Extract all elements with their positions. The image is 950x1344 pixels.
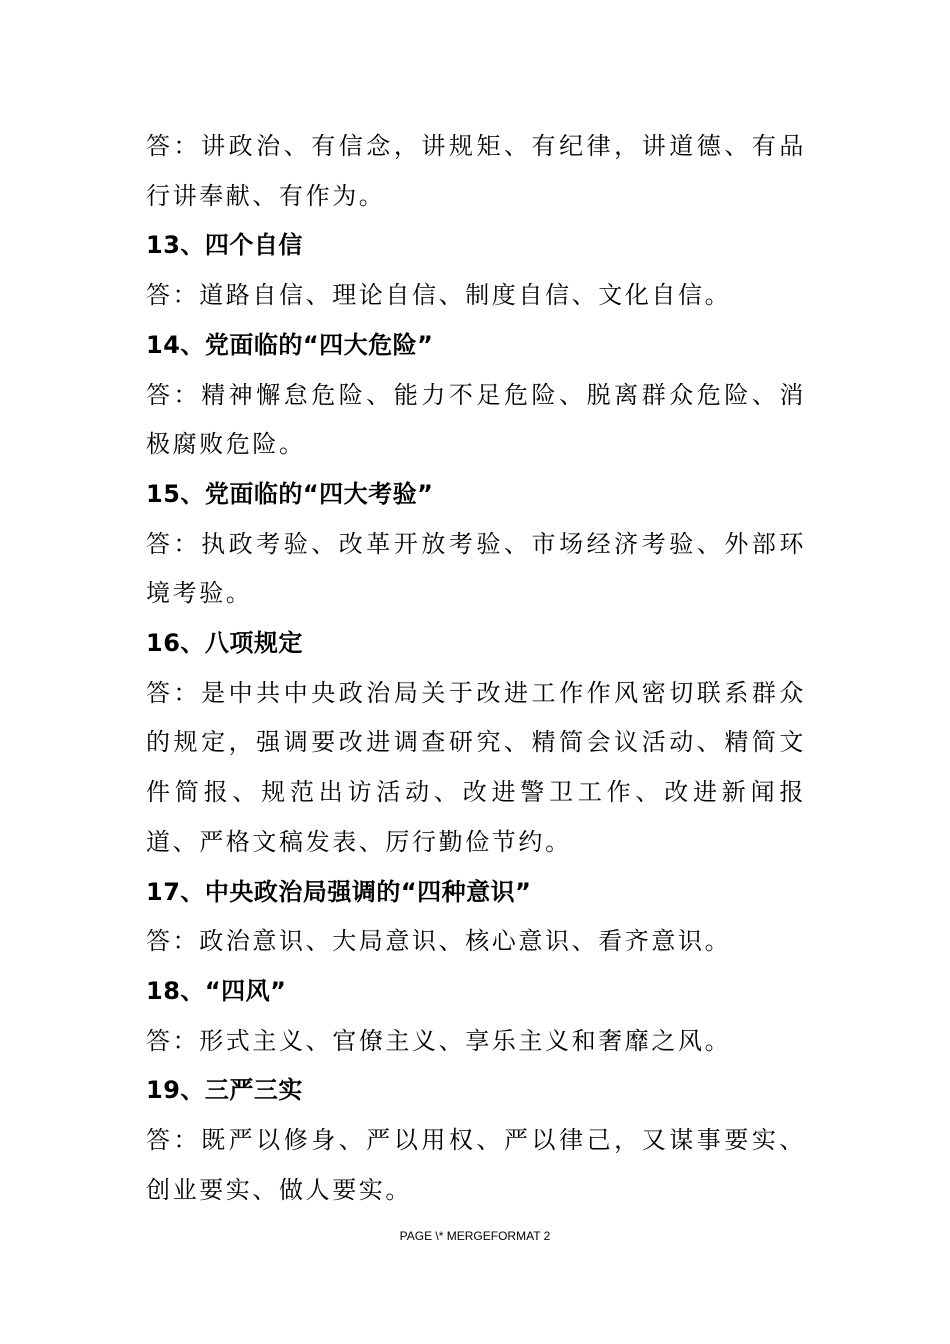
answer-paragraph: 答：精神懈怠危险、能力不足危险、脱离群众危险、消极腐败危险。 xyxy=(146,380,806,459)
section-heading-19: 19、三严三实 xyxy=(146,1076,303,1105)
answer-paragraph: 答：形式主义、官僚主义、享乐主义和奢靡之风。 xyxy=(146,1026,732,1055)
answer-paragraph: 答：讲政治、有信念，讲规矩、有纪律，讲道德、有品行讲奉献、有作为。 xyxy=(146,132,806,210)
answer-paragraph: 答：政治意识、大局意识、核心意识、看齐意识。 xyxy=(146,927,732,956)
section-heading-16: 16、八项规定 xyxy=(146,629,303,658)
answer-paragraph: 答：既严以修身、严以用权、严以律己，又谋事要实、创业要实、做人要实。 xyxy=(146,1126,806,1204)
answer-paragraph: 答：执政考验、改革开放考验、市场经济考验、外部环境考验。 xyxy=(146,529,806,608)
answer-paragraph: 答：道路自信、理论自信、制度自信、文化自信。 xyxy=(146,281,732,310)
section-heading-18: 18、“四风” xyxy=(146,976,287,1005)
document-body xyxy=(146,122,806,1215)
answer-paragraph: 答：是中共中央政治局关于改进工作作风密切联系群众的规定，强调要改进调查研究、精简会议活动、精简文件简报、规范出访活动、改进警卫工作、改进新闻报道、严格文稿发表、厉行勤俭节约。 xyxy=(146,678,806,856)
section-heading-17: 17、中央政治局强调的“四种意识” xyxy=(146,877,532,906)
page-footer: PAGE \* MERGEFORMAT 2 xyxy=(399,1229,551,1243)
section-heading-13: 13、四个自信 xyxy=(146,231,303,260)
section-heading-14: 14、党面临的“四大危险” xyxy=(146,330,434,359)
section-heading-15: 15、党面临的“四大考验” xyxy=(146,479,434,508)
